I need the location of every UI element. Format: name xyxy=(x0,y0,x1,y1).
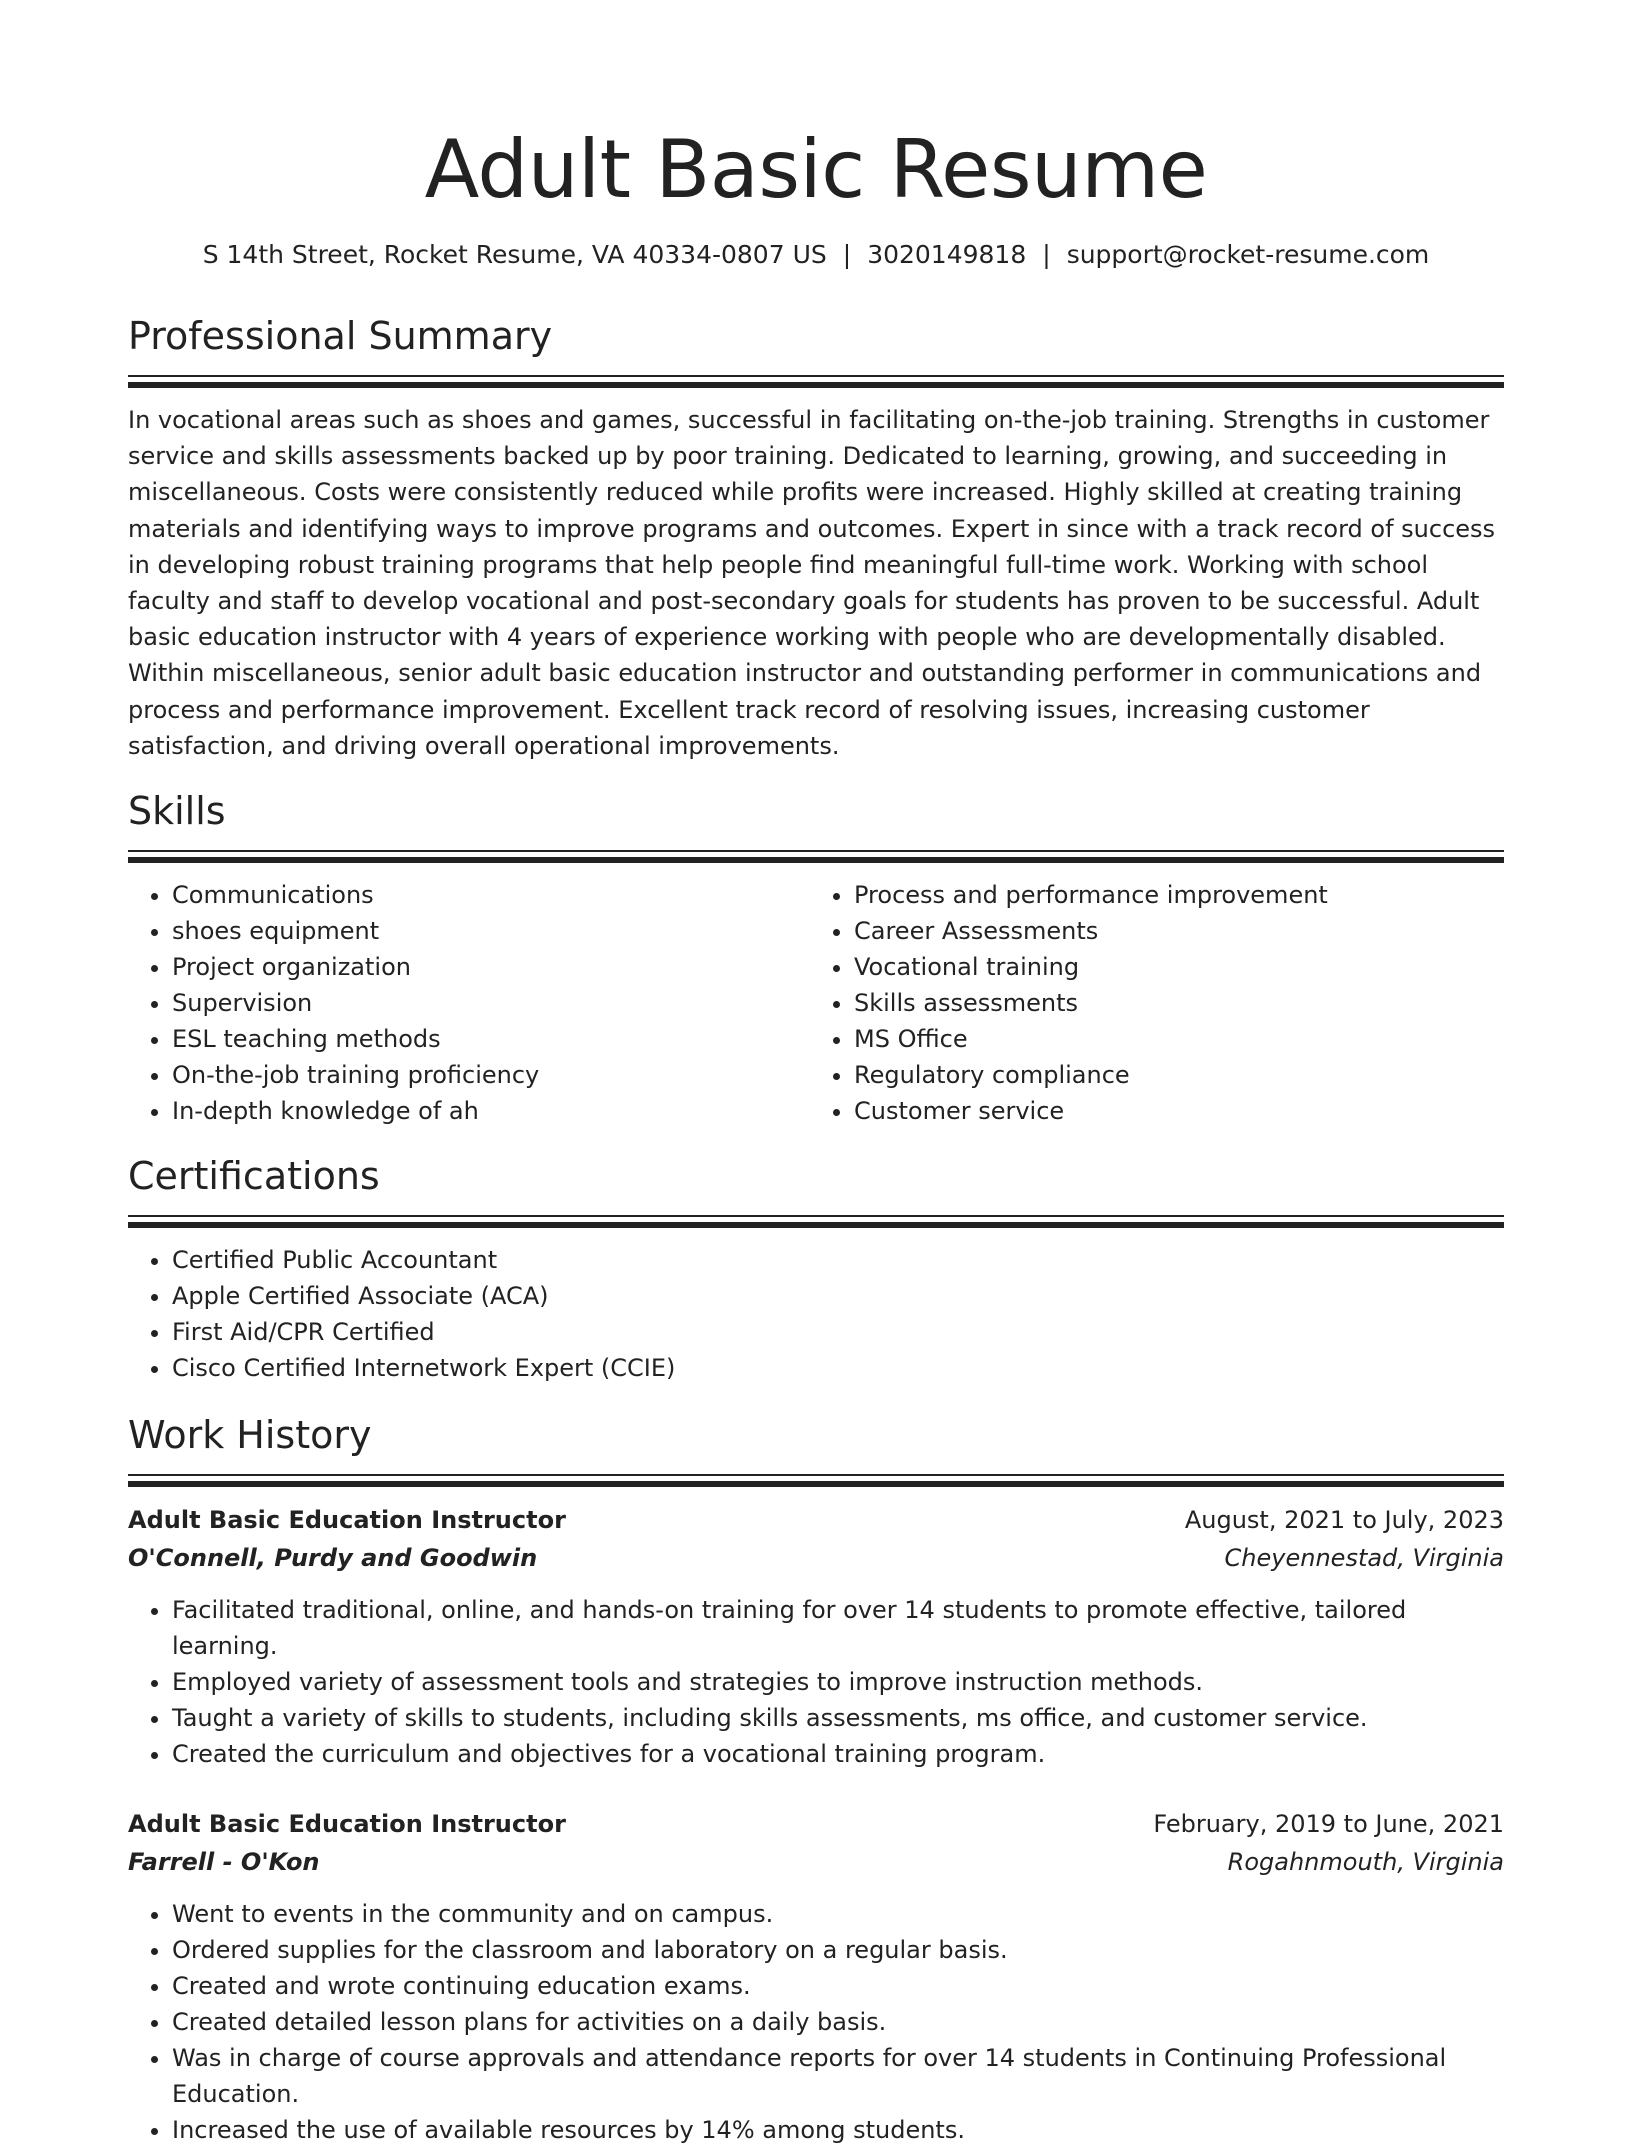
job-dates: February, 2019 to June, 2021 xyxy=(1153,1810,1504,1839)
job-company: O'Connell, Purdy and Goodwin xyxy=(128,1544,538,1573)
section-divider xyxy=(128,375,1504,388)
contact-separator: | xyxy=(842,240,852,269)
skills-section xyxy=(128,786,1504,1129)
summary-text: In vocational areas such as shoes and games, successful in facilitating on-the-job training. Strengths in customer service and skills assessments backed up by poor training. Dedicated to learning, growing, and succeeding in miscellaneous. Costs were consistently reduced while profits were increased. Highly skilled at creating training materials and identifying ways to improve programs and outcomes. Expert in since with a track record of success in developing robust training programs that help people find meaningful full-time work. Working with school faculty and staff to develop vocational and post-secondary goals for students has proven to be successful. Adult basic education instructor with 4 years of experience working with people who are developmentally disabled. Within miscellaneous, senior adult basic education instructor and outstanding performer in communications and process and performance improvement. Excellent track record of resolving issues, increasing customer satisfaction, and driving overall operational improvements. xyxy=(128,406,1496,760)
skill-item: • ESL teaching methods xyxy=(172,1021,816,1057)
skill-item: • Communications xyxy=(172,877,816,913)
section-divider xyxy=(128,1474,1504,1487)
job-bullet: • Was in charge of course approvals and attendance reports for over 14 students in Continuing Professional Education. xyxy=(172,2040,1504,2112)
skill-item: • Customer service xyxy=(854,1093,1504,1129)
skill-item: • Vocational training xyxy=(854,949,1504,985)
job-dates: August, 2021 to July, 2023 xyxy=(1184,1506,1504,1535)
section-heading-work-history: Work History xyxy=(128,1413,372,1458)
contact-address: S 14th Street, Rocket Resume, VA 40334-0807 US xyxy=(202,240,827,269)
section-heading-skills: Skills xyxy=(128,789,226,834)
job-title: Adult Basic Education Instructor xyxy=(128,1810,566,1839)
skill-item: • Career Assessments xyxy=(854,913,1504,949)
contact-phone: 3020149818 xyxy=(867,240,1027,269)
summary-section xyxy=(128,311,1504,764)
certification-item: • Apple Certified Associate (ACA) xyxy=(172,1278,1504,1314)
section-divider xyxy=(128,850,1504,863)
contact-separator: | xyxy=(1042,240,1051,269)
contact-email: support@rocket-resume.com xyxy=(1066,240,1430,269)
skill-item: • Regulatory compliance xyxy=(854,1057,1504,1093)
skill-item: • MS Office xyxy=(854,1021,1504,1057)
job-entry xyxy=(128,1501,1504,1772)
job-bullet-list xyxy=(128,1896,1504,2148)
job-entry xyxy=(128,1805,1504,2148)
section-divider xyxy=(128,1215,1504,1228)
resume-page xyxy=(128,0,1504,2148)
skill-item: • Skills assessments xyxy=(854,985,1504,1021)
contact-line xyxy=(128,238,1504,272)
certification-item: • Cisco Certified Internetwork Expert (CCIE) xyxy=(172,1350,1504,1386)
job-bullet: • Facilitated traditional, online, and hands-on training for over 14 students to promote effective, tailored learning. xyxy=(172,1592,1504,1664)
job-bullet: • Ordered supplies for the classroom and laboratory on a regular basis. xyxy=(172,1932,1504,1968)
skill-item: • Supervision xyxy=(172,985,816,1021)
skills-column-right xyxy=(816,877,1504,1129)
certification-item: • Certified Public Accountant xyxy=(172,1242,1504,1278)
job-location: Rogahnmouth, Virginia xyxy=(1227,1848,1504,1877)
job-bullet: • Went to events in the community and on campus. xyxy=(172,1896,1504,1932)
resume-title: Adult Basic Resume xyxy=(424,123,1208,216)
section-heading-summary: Professional Summary xyxy=(128,314,553,358)
skill-item: • Process and performance improvement xyxy=(854,877,1504,913)
certification-list xyxy=(128,1242,1504,1386)
skill-item: • In-depth knowledge of ah xyxy=(172,1093,816,1129)
job-bullet-list xyxy=(128,1592,1504,1772)
job-title: Adult Basic Education Instructor xyxy=(128,1506,566,1535)
section-heading-certifications: Certifications xyxy=(128,1154,380,1199)
job-bullet: • Employed variety of assessment tools and strategies to improve instruction methods. xyxy=(172,1664,1504,1700)
job-company: Farrell - O'Kon xyxy=(128,1848,320,1877)
skills-grid xyxy=(128,877,1504,1129)
skill-item: • shoes equipment xyxy=(172,913,816,949)
job-location: Cheyennestad, Virginia xyxy=(1224,1544,1504,1573)
job-bullet: • Taught a variety of skills to students, including skills assessments, ms office, and customer service. xyxy=(172,1700,1504,1736)
job-bullet: • Created the curriculum and objectives for a vocational training program. xyxy=(172,1736,1504,1772)
skill-item: • On-the-job training proficiency xyxy=(172,1057,816,1093)
certification-item: • First Aid/CPR Certified xyxy=(172,1314,1504,1350)
skills-column-left xyxy=(128,877,816,1129)
work-history-section xyxy=(128,1410,1504,2148)
skill-item: • Project organization xyxy=(172,949,816,985)
job-bullet: • Created detailed lesson plans for activities on a daily basis. xyxy=(172,2004,1504,2040)
job-bullet: • Created and wrote continuing education exams. xyxy=(172,1968,1504,2004)
certifications-section xyxy=(128,1151,1504,1386)
job-bullet: • Increased the use of available resources by 14% among students. xyxy=(172,2112,1504,2148)
